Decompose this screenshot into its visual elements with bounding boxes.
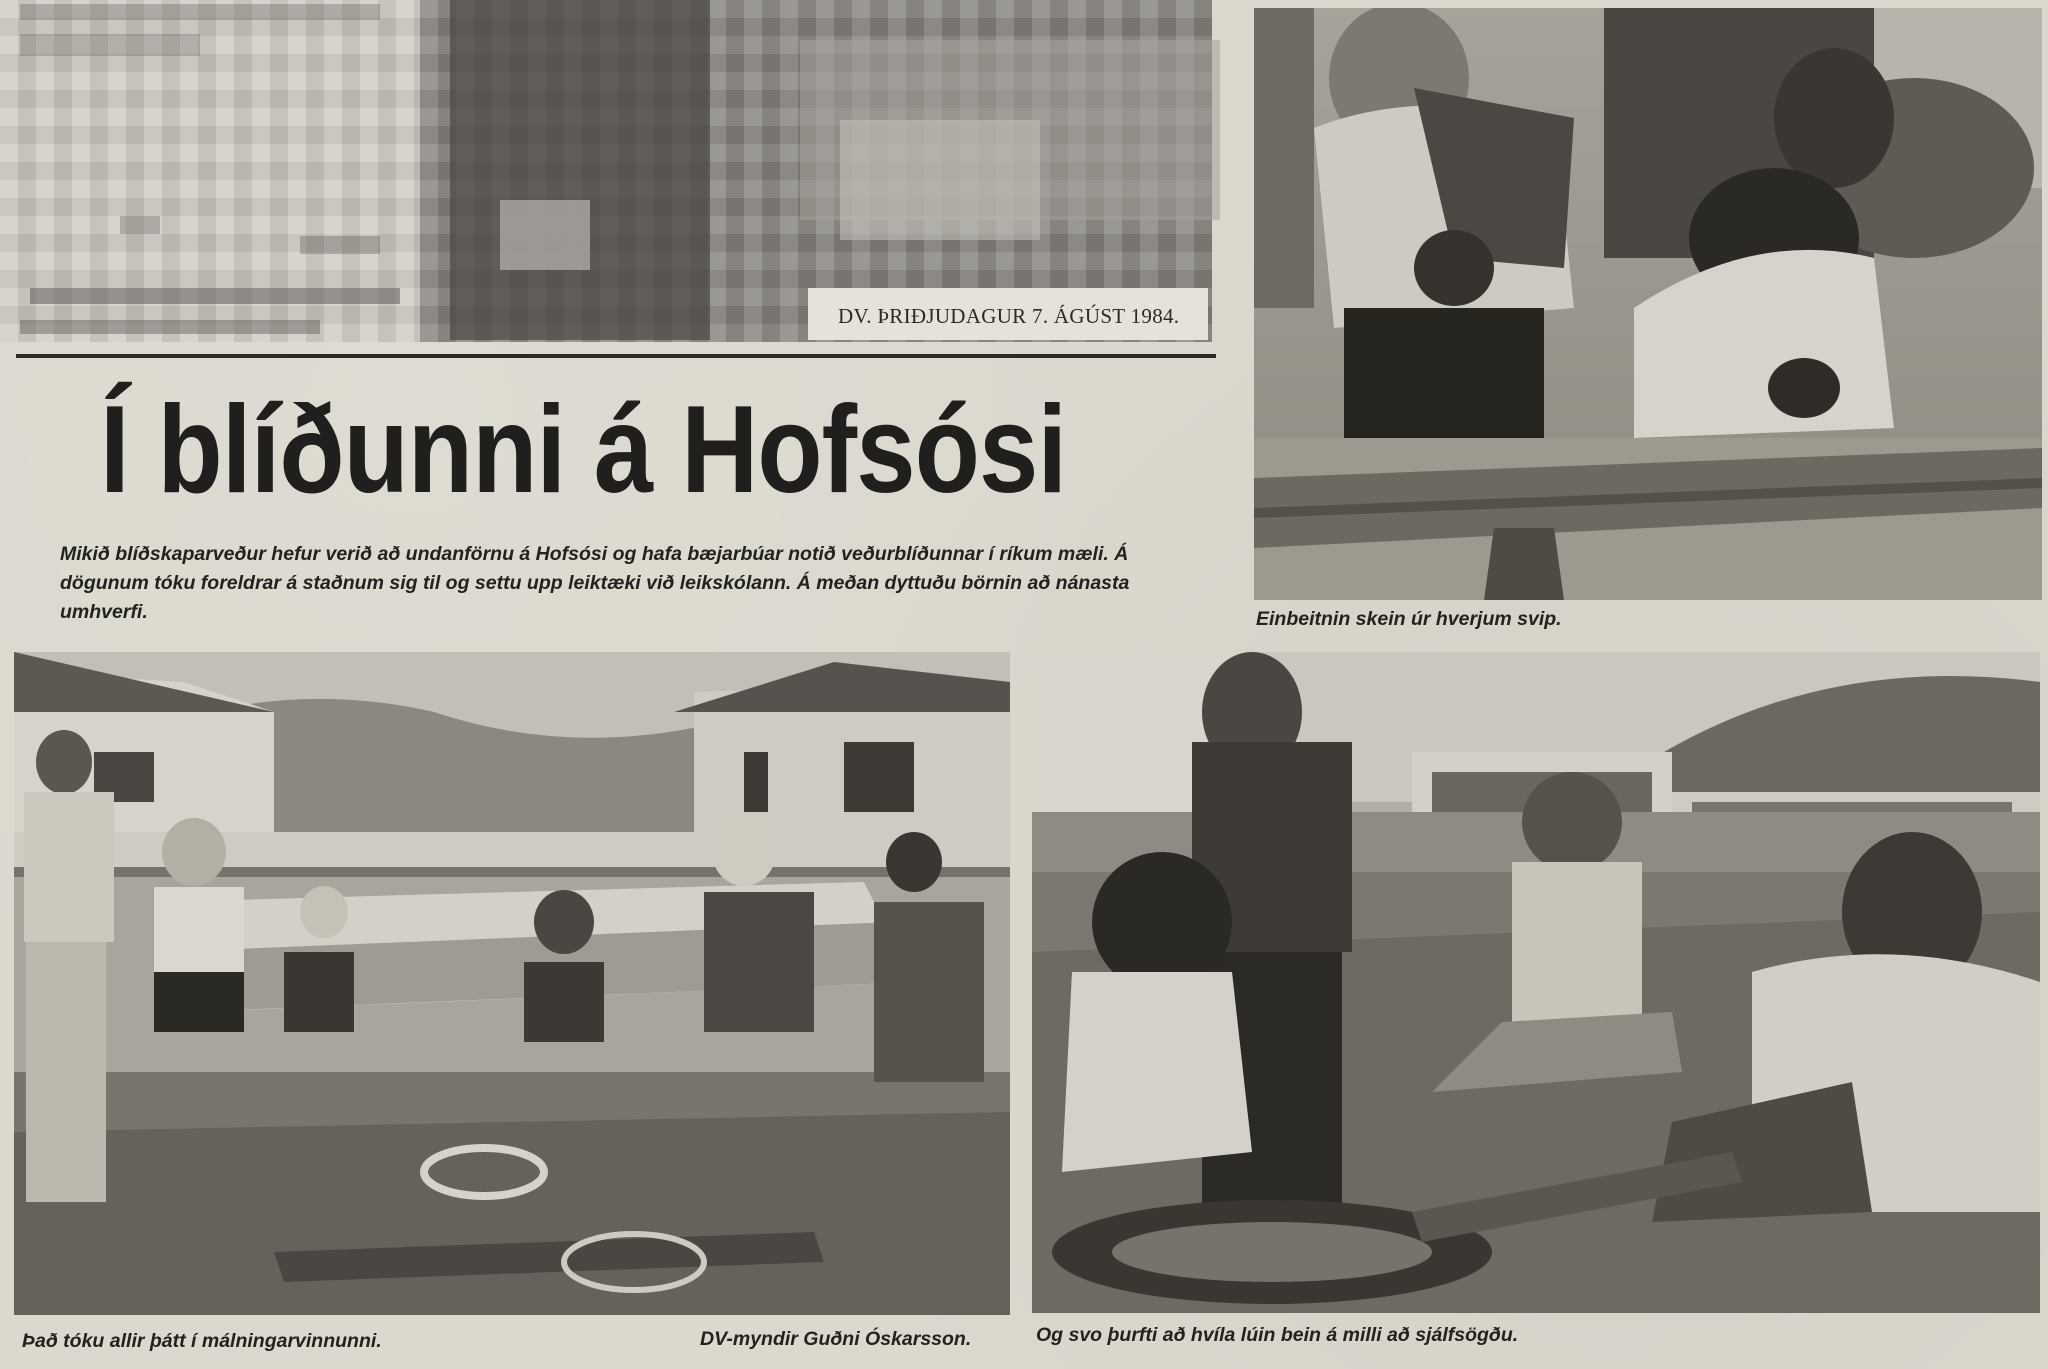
photo-credit: DV-myndir Guðni Óskarsson. xyxy=(700,1328,972,1350)
photo-children-painting xyxy=(1254,8,2042,600)
article-lead: Mikið blíðskaparveður hefur verið að undanförnu á Hofsósi og hafa bæjarbúar notið veðurblíðunnar í ríkum mæli. Á dögunum tóku foreldrar á staðnum sig til og settu upp leiktæki við leikskólann. Á meðan dyttuðu börnin að nánasta umhverfi. xyxy=(60,543,1130,623)
header-rule xyxy=(16,354,1216,358)
photo-caption-bottom-right: Og svo þurfti að hvíla lúin bein á milli að sjálfsögðu. xyxy=(1036,1324,1519,1346)
photo-group-painting xyxy=(14,652,1010,1315)
photo-caption-bottom-left: Það tóku allir þátt í málningarvinnunni. xyxy=(22,1330,382,1352)
photo-caption-top-right: Einbeitnin skein úr hverjum svip. xyxy=(1256,608,1562,630)
photo-kids-resting xyxy=(1032,652,2040,1313)
article-headline: Í blíðunni á Hofsósi xyxy=(100,381,1067,519)
redacted-text-region xyxy=(0,0,420,342)
dateline: DV. ÞRIÐJUDAGUR 7. ÁGÚST 1984. xyxy=(838,304,1180,328)
